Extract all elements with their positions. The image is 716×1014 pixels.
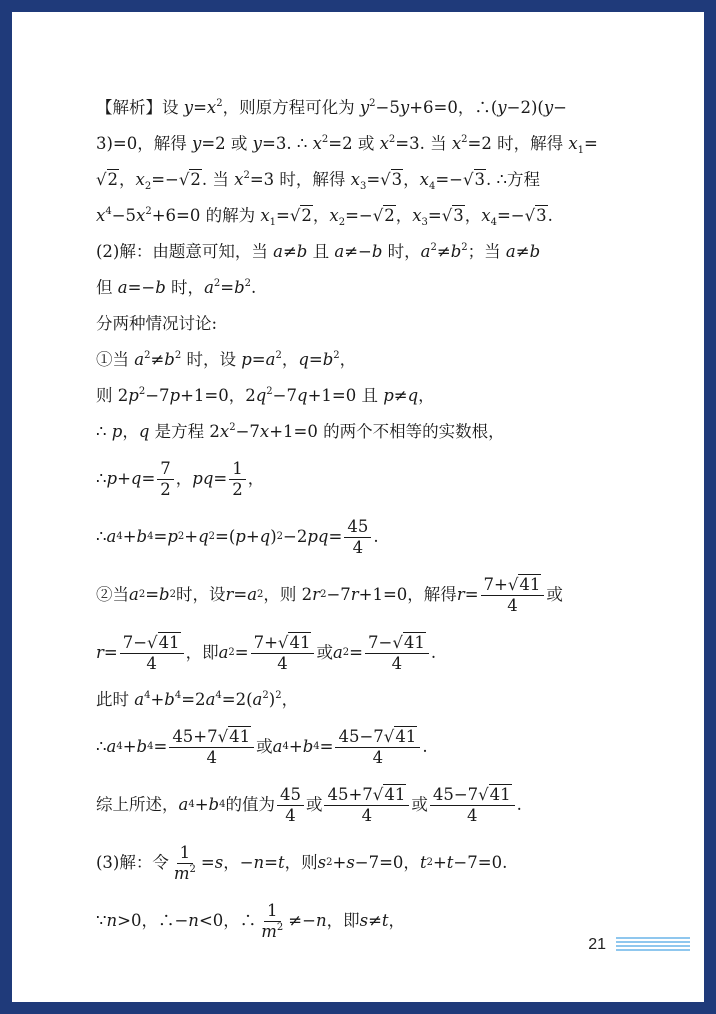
- text-line-14: r = $\frac{7-√41}{4}$ ，即 a 2 = $\frac{7+√41}{4}$ 或 a 2 = $\frac{7-√41}{4}$ .: [96, 632, 437, 673]
- text-line-16: ∴ a 4 + b 4 = $\frac{45+7√41}{4}$ 或 a 4 + b 4 = $\frac{45-7√41}{4}$ .: [96, 726, 428, 767]
- decorative-stripes: [616, 937, 690, 953]
- text-line-4: $x^4-5x^2+6=0$ 的解为 $x_1=√2$，$x_2=-√2$，$x_3=√3$，$x_4=-√3$.: [96, 206, 553, 228]
- text-line-19: ∵ n >0，∴− n <0，∴ $\frac{1}{m^2}$ ≠− n ，即 s ≠ t ，: [96, 900, 406, 941]
- page-number: 21: [588, 936, 606, 953]
- text-line-11: ∴ p + q = $\frac{7}{2}$ ， pq = $\frac{1}{2}$ ，: [96, 458, 265, 499]
- text-line-1: 【解析】设 $y=x^2$，则原方程可化为 $y^2-5y+6=0$，∴(y−2)(y−: [96, 98, 567, 117]
- text-line-17: 综上所述， a 4 + b 4 的值为 $\frac{45}{4}$ 或 $\frac{45+7√41}{4}$ 或 $\frac{45-7√41}{4}$ .: [96, 784, 522, 825]
- text-line-5: (2)解：由题意可知，当 a≠b 且 a≠−b 时，$a^2\ne b^2$；当 a≠b: [96, 242, 541, 261]
- text-line-6: 但 a=−b 时，$a^2=b^2$.: [96, 278, 257, 297]
- text-line-15: 此时 $a^4+b^4=2a^4=2(a^2)^2$，: [96, 690, 299, 709]
- page: [12, 12, 704, 1002]
- page-footer: [588, 936, 690, 954]
- solution-text: [96, 90, 656, 950]
- text-line-3: √2，$x_2=-√2$. 当 $x^2=3$ 时，解得 $x_3=√3$，$x_4=-√3$. ∴方程: [96, 170, 541, 192]
- text-line-10: ∴ p，q 是方程 $2x^2-7x+1=0$ 的两个不相等的实数根，: [96, 422, 505, 441]
- text-line-2: 3)=0，解得 y=2 或 y=3. ∴ $x^2=2$ 或 $x^2=3$. 当 $x^2=2$ 时，解得 $x_1=$: [96, 134, 598, 156]
- text-line-12: ∴ a 4 + b 4 = p 2 + q 2 =( p + q ) 2 −2 pq = $\frac{45}{4}$ .: [96, 516, 379, 557]
- text-line-7: 分两种情况讨论:: [96, 314, 218, 333]
- text-line-8: ①当 $a^2\ne b^2$ 时，设 $p=a^2$，$q=b^2$，: [96, 350, 357, 369]
- text-line-13: ②当 a 2 = b 2 时，设 r = a 2 ，则 2 r 2 −7 r +1=0，解得 r = $\frac{7+√41}{4}$ 或: [96, 574, 563, 615]
- text-line-18: (3)解：令 $\frac{1}{m^2}$ = s ，− n = t ，则 s 2 + s −7=0， t 2 + t −7=0.: [96, 842, 508, 883]
- text-line-9: 则 $2p^2-7p+1=0$，$2q^2-7q+1=0$ 且 p≠q，: [96, 386, 435, 405]
